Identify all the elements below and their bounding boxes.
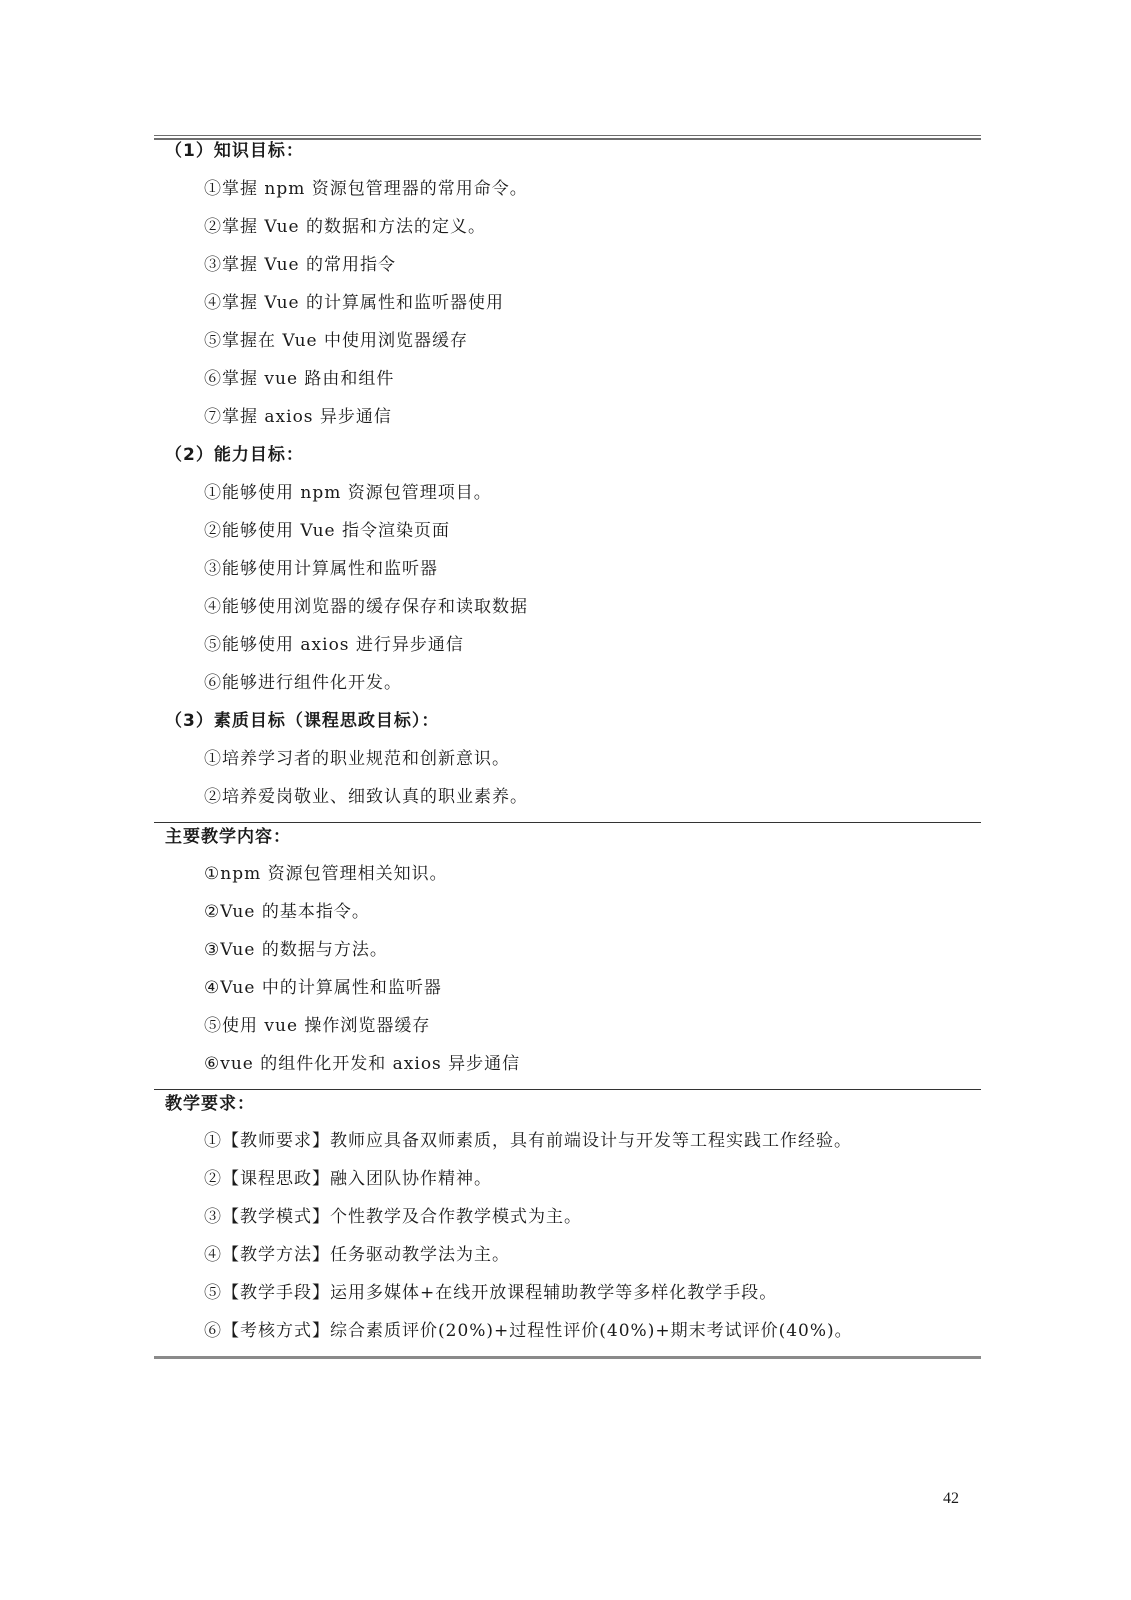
content-item: ⑥vue 的组件化开发和 axios 异步通信 [204, 1054, 521, 1074]
knowledge-item: ⑥掌握 vue 路由和组件 [204, 369, 395, 389]
ability-item: ②能够使用 Vue 指令渲染页面 [204, 521, 451, 541]
requirement-item: ③【教学模式】个性教学及合作教学模式为主。 [204, 1207, 582, 1227]
requirement-item: ⑥【考核方式】综合素质评价(20%)+过程性评价(40%)+期末考试评价(40%)。 [204, 1321, 853, 1341]
knowledge-item: ⑦掌握 axios 异步通信 [204, 407, 392, 427]
section-divider [154, 822, 981, 823]
requirement-item: ①【教师要求】教师应具备双师素质，具有前端设计与开发等工程实践工作经验。 [204, 1131, 852, 1151]
knowledge-item: ④掌握 Vue 的计算属性和监听器使用 [204, 293, 505, 313]
knowledge-objectives-heading: （1）知识目标： [165, 141, 304, 161]
knowledge-item: ②掌握 Vue 的数据和方法的定义。 [204, 217, 487, 237]
page-number: 42 [943, 1490, 959, 1507]
bottom-rule [154, 1356, 981, 1359]
knowledge-item: ③掌握 Vue 的常用指令 [204, 255, 397, 275]
knowledge-item: ⑤掌握在 Vue 中使用浏览器缓存 [204, 331, 469, 351]
requirement-item: ⑤【教学手段】运用多媒体+在线开放课程辅助教学等多样化教学手段。 [204, 1283, 778, 1303]
ability-objectives-heading: （2）能力目标： [165, 445, 304, 465]
ability-item: ⑤能够使用 axios 进行异步通信 [204, 635, 464, 655]
teaching-requirements-heading: 教学要求： [165, 1094, 255, 1114]
knowledge-item: ①掌握 npm 资源包管理器的常用命令。 [204, 179, 528, 199]
content-item: ④Vue 中的计算属性和监听器 [204, 978, 442, 998]
quality-item: ②培养爱岗敬业、细致认真的职业素养。 [204, 787, 528, 807]
quality-objectives-heading: （3）素质目标（课程思政目标）： [165, 711, 440, 731]
teaching-content-heading: 主要教学内容： [165, 827, 291, 847]
content-item: ③Vue 的数据与方法。 [204, 940, 388, 960]
ability-item: ④能够使用浏览器的缓存保存和读取数据 [204, 597, 528, 617]
ability-item: ③能够使用计算属性和监听器 [204, 559, 438, 579]
quality-item: ①培养学习者的职业规范和创新意识。 [204, 749, 510, 769]
ability-item: ①能够使用 npm 资源包管理项目。 [204, 483, 492, 503]
requirement-item: ②【课程思政】融入团队协作精神。 [204, 1169, 492, 1189]
content-item: ②Vue 的基本指令。 [204, 902, 370, 922]
content-item: ①npm 资源包管理相关知识。 [204, 864, 448, 884]
requirement-item: ④【教学方法】任务驱动教学法为主。 [204, 1245, 510, 1265]
section-divider [154, 1089, 981, 1090]
ability-item: ⑥能够进行组件化开发。 [204, 673, 402, 693]
content-item: ⑤使用 vue 操作浏览器缓存 [204, 1016, 431, 1036]
